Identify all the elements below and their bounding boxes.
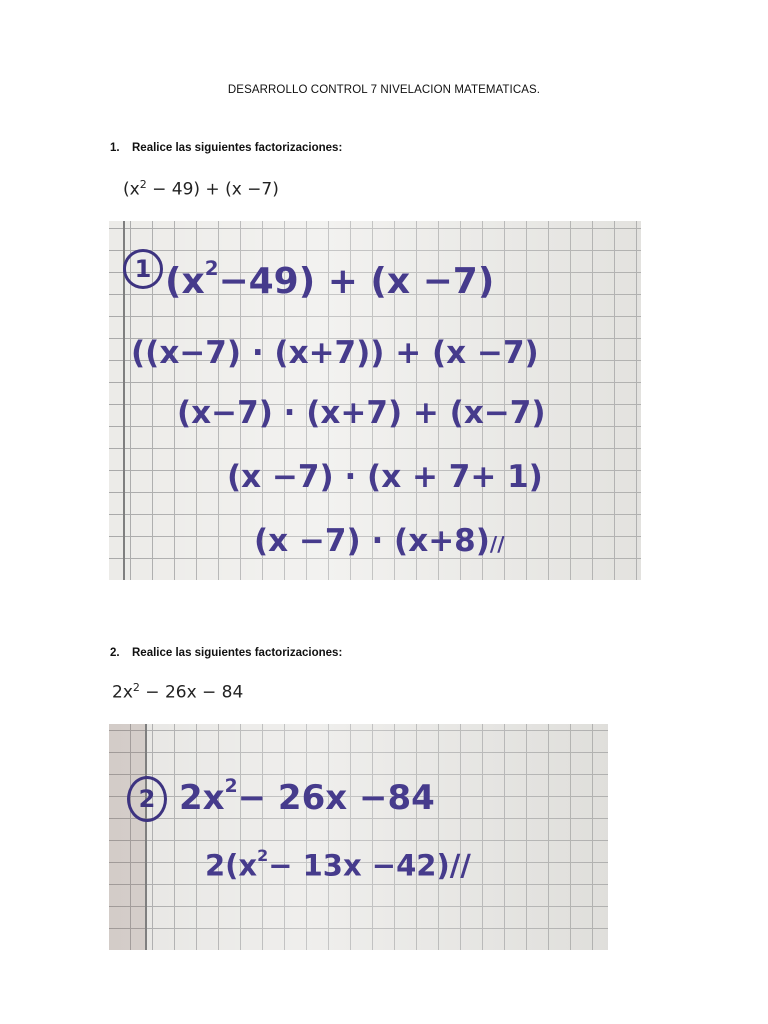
question-1-number: 1. (110, 142, 120, 154)
question-2-expression: $2x^2 - 26x - 84$ (112, 681, 244, 703)
question-1-prompt: Realice las siguientes factorizaciones: (132, 142, 343, 154)
handwritten-line-5: (x −7) · (x+8)// (254, 523, 505, 559)
question-1-heading (110, 142, 342, 154)
handwritten-solution-photo-1 (109, 221, 641, 580)
handwritten-line-1: $2x^2- 26x -84$ (179, 776, 435, 818)
question-2-heading (110, 647, 342, 659)
photo-shadow (109, 724, 145, 950)
handwritten-solution-photo-2 (109, 724, 608, 950)
question-number-badge-1: 1 (123, 249, 163, 289)
handwritten-line-2: $2(x^2- 13x -42)//$ (205, 846, 471, 883)
handwritten-line-4: (x −7) · (x + 7+ 1) (227, 459, 543, 495)
question-2-prompt: Realice las siguientes factorizaciones: (132, 647, 343, 659)
question-number-badge-2: 2 (127, 776, 167, 822)
handwritten-line-1: $(x^2-49) + (x -7)$ (165, 257, 495, 302)
question-2-number: 2. (110, 647, 120, 659)
page-title: DESARROLLO CONTROL 7 NIVELACION MATEMATICAS. (227, 84, 541, 96)
handwritten-line-2: ((x−7) · (x+7)) + (x −7) (131, 335, 539, 371)
question-1-expression: $(x^2 - 49) + (x -7)$ (123, 178, 279, 200)
notebook-margin-line (145, 724, 147, 950)
handwritten-line-3: (x−7) · (x+7) + (x−7) (177, 395, 546, 431)
